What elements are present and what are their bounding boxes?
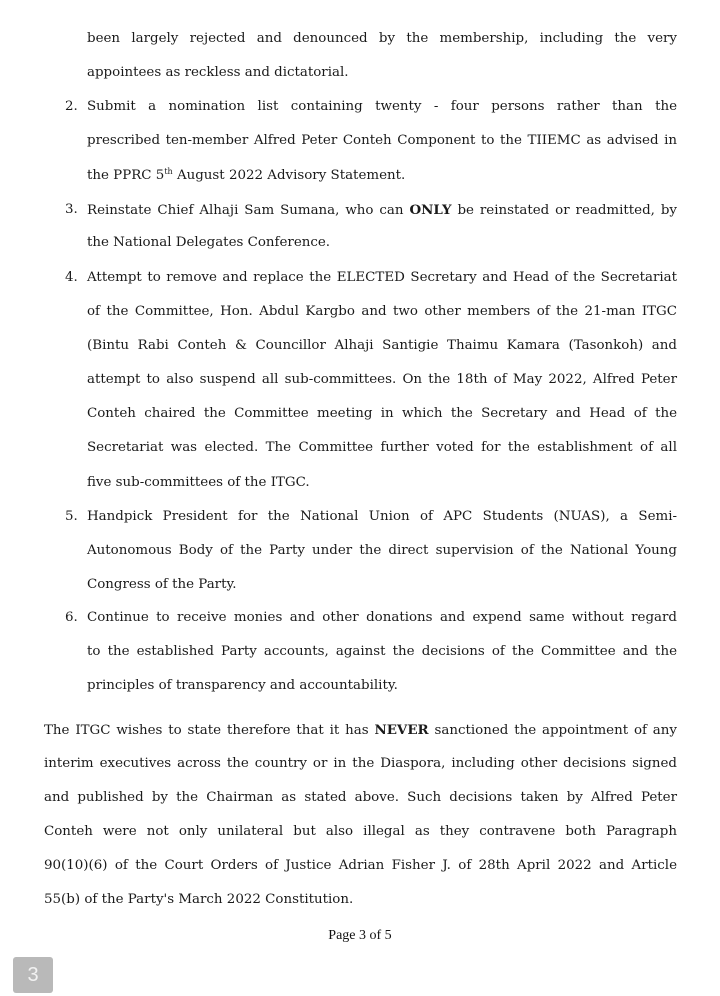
list-item-line: the National Delegates Conference.: [87, 235, 331, 250]
continuation-line: appointees as reckless and dictatorial.: [87, 65, 349, 80]
list-item-line: Attempt to remove and replace the ELECTED Secretary and Head of the Secretariat: [87, 270, 677, 285]
list-item-line: attempt to also suspend all sub-committees. On the 18th of May 2022, Alfred Peter: [87, 372, 677, 387]
list-item-line: Handpick President for the National Union of APC Students (NUAS), a Semi-: [87, 509, 677, 524]
list-item-line: (Bintu Rabi Conteh & Councillor Alhaji Santigie Thaimu Kamara (Tasonkoh) and: [87, 338, 677, 353]
list-item-line: Continue to receive monies and other donations and expend same without regard: [87, 610, 677, 625]
text-fragment: the PPRC 5: [87, 168, 165, 183]
list-item-line: [87, 200, 677, 221]
list-number: 2.: [65, 99, 78, 114]
paragraph-line: 55(b) of the Party's March 2022 Constitution.: [44, 892, 354, 907]
text-fragment: The ITGC wishes to state therefore that it has: [44, 723, 375, 738]
page-footer: Page 3 of 5: [328, 928, 392, 943]
list-item-line: Congress of the Party.: [87, 577, 237, 592]
list-number: 3.: [65, 202, 78, 217]
list-number: 6.: [65, 610, 78, 625]
list-number: 5.: [65, 509, 78, 524]
text-fragment: sanctioned the appointment of any: [428, 723, 677, 738]
list-item-line: Conteh chaired the Committee meeting in which the Secretary and Head of the: [87, 406, 677, 421]
paragraph-line: 90(10)(6) of the Court Orders of Justice Adrian Fisher J. of 28th April 2022 and Article: [44, 858, 677, 873]
emphasis-text: NEVER: [374, 722, 429, 738]
text-fragment: August 2022 Advisory Statement.: [172, 168, 406, 183]
list-item-line: five sub-committees of the ITGC.: [87, 475, 310, 490]
list-item-line: [87, 166, 677, 186]
list-item-line: Autonomous Body of the Party under the direct supervision of the National Young: [87, 543, 677, 558]
paragraph-line: Conteh were not only unilateral but also illegal as they contravene both Paragraph: [44, 824, 677, 839]
emphasis-text: ONLY: [409, 202, 452, 218]
list-item-line: to the established Party accounts, against the decisions of the Committee and the: [87, 644, 677, 659]
list-item-line: prescribed ten-member Alfred Peter Conteh Component to the TIIEMC as advised in: [87, 133, 677, 148]
paragraph-line: [44, 720, 677, 741]
list-item-line: of the Committee, Hon. Abdul Kargbo and two other members of the 21-man ITGC: [87, 304, 677, 319]
ordinal-suffix: th: [164, 167, 173, 176]
text-fragment: Reinstate Chief Alhaji Sam Sumana, who can: [87, 203, 410, 218]
list-item-line: Submit a nomination list containing twenty - four persons rather than the: [87, 99, 677, 114]
paragraph-line: and published by the Chairman as stated above. Such decisions taken by Alfred Peter: [44, 790, 677, 805]
page-number-badge[interactable]: 3: [13, 957, 53, 993]
list-number: 4.: [65, 270, 78, 285]
list-item-line: Secretariat was elected. The Committee further voted for the establishment of all: [87, 440, 677, 455]
paragraph-line: interim executives across the country or in the Diaspora, including other decisions signed: [44, 756, 677, 771]
list-item-line: principles of transparency and accountability.: [87, 678, 398, 693]
continuation-line: been largely rejected and denounced by the membership, including the very: [87, 31, 677, 46]
text-fragment: be reinstated or readmitted, by: [451, 203, 678, 218]
